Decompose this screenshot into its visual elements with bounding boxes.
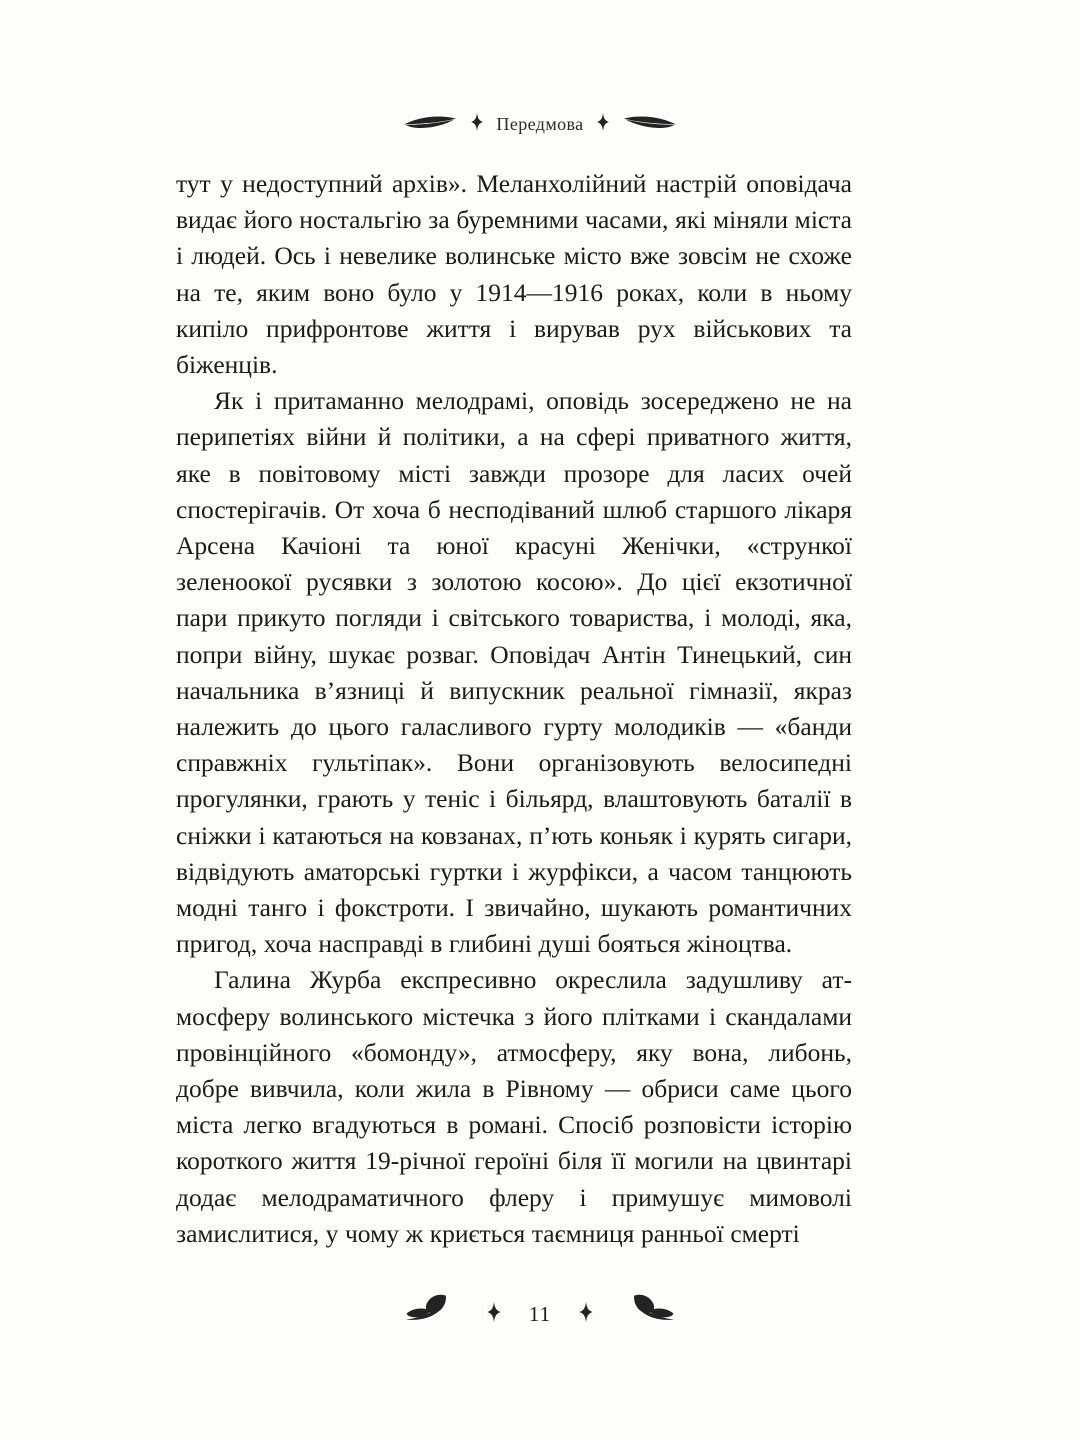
diamond-ornament <box>597 113 609 136</box>
leaf-ornament <box>402 112 458 137</box>
running-header-title: Передмова <box>496 113 584 134</box>
running-header <box>0 104 1080 144</box>
paragraph: Галина Журба експресивно окреслила задушливу атмосферу волинського містечка з його плітками і скандалами провінційного «бомонду», атмосферу, яку вона, либонь, добре вивчила, коли жила в Рівному — обриси саме цього міста легко вгадуються в романі. Спосіб розповісти історію короткого життя 19-річної героїні біля її могили на цвинтарі додає мелодраматичного флеру і примушує мимоволі замислитися, у чому ж криється таємниця ранньої смерті <box>176 965 852 1248</box>
footer-left-ornament-group <box>404 1292 501 1337</box>
leaf-ornament <box>622 112 678 137</box>
footer-right-ornament-group <box>579 1292 676 1337</box>
paragraph: тут у недоступний архів». Меланхолійний настрій оповідача видає його ностальгію за буремними часами, які міняли міста і людей. Ось і невелике волинське місто вже зовсім не схоже на те, яким воно було у 1914—1916 роках, коли в ньому кипіло прифронтове життя і вирував рух військових та біженців. <box>176 169 852 380</box>
diamond-ornament <box>579 1302 593 1327</box>
leaf-sprig-ornament <box>606 1292 676 1337</box>
diamond-ornament <box>471 113 483 136</box>
paragraph: Як і притаманно мелодрамі, оповідь зосереджено не на перипетіях війни й політики, а на сфері приватного життя, яке в повітовому місті завжди прозоре для ласих очей спостерігачів. От хоча б несподіваний шлюб старшого лікаря Арсена Качіоні та юної красуні Женічки, «стрункої зеленоокої русявки з золотою косою». До цієї екзотичної пари прикуто погляди і світського товариства, і молоді, яка, попри війну, шукає розваг. Оповідач Антін Тинецький, син начальника в’язниці й випускник реальної гімназії, якраз належить до цього галасливого гурту молодиків — «банди справжніх гультіпак». Вони організовують велосипедні прогулянки, грають у теніс і більярд, влаштовують баталії в сніжки і катаються на ковзанах, п’ють коньяк і курять сигари, відвідують аматорські гуртки і журфікси, а часом танцюють модні танго і фокстроти. І звичайно, шукають романтичних пригод, хоча насправді в глибині душі бояться жіноцтва. <box>176 386 852 959</box>
diamond-ornament <box>487 1302 501 1327</box>
page-footer <box>0 1288 1080 1340</box>
leaf-sprig-ornament <box>404 1292 474 1337</box>
body-text <box>176 166 852 1252</box>
page-number: 11 <box>528 1301 552 1326</box>
